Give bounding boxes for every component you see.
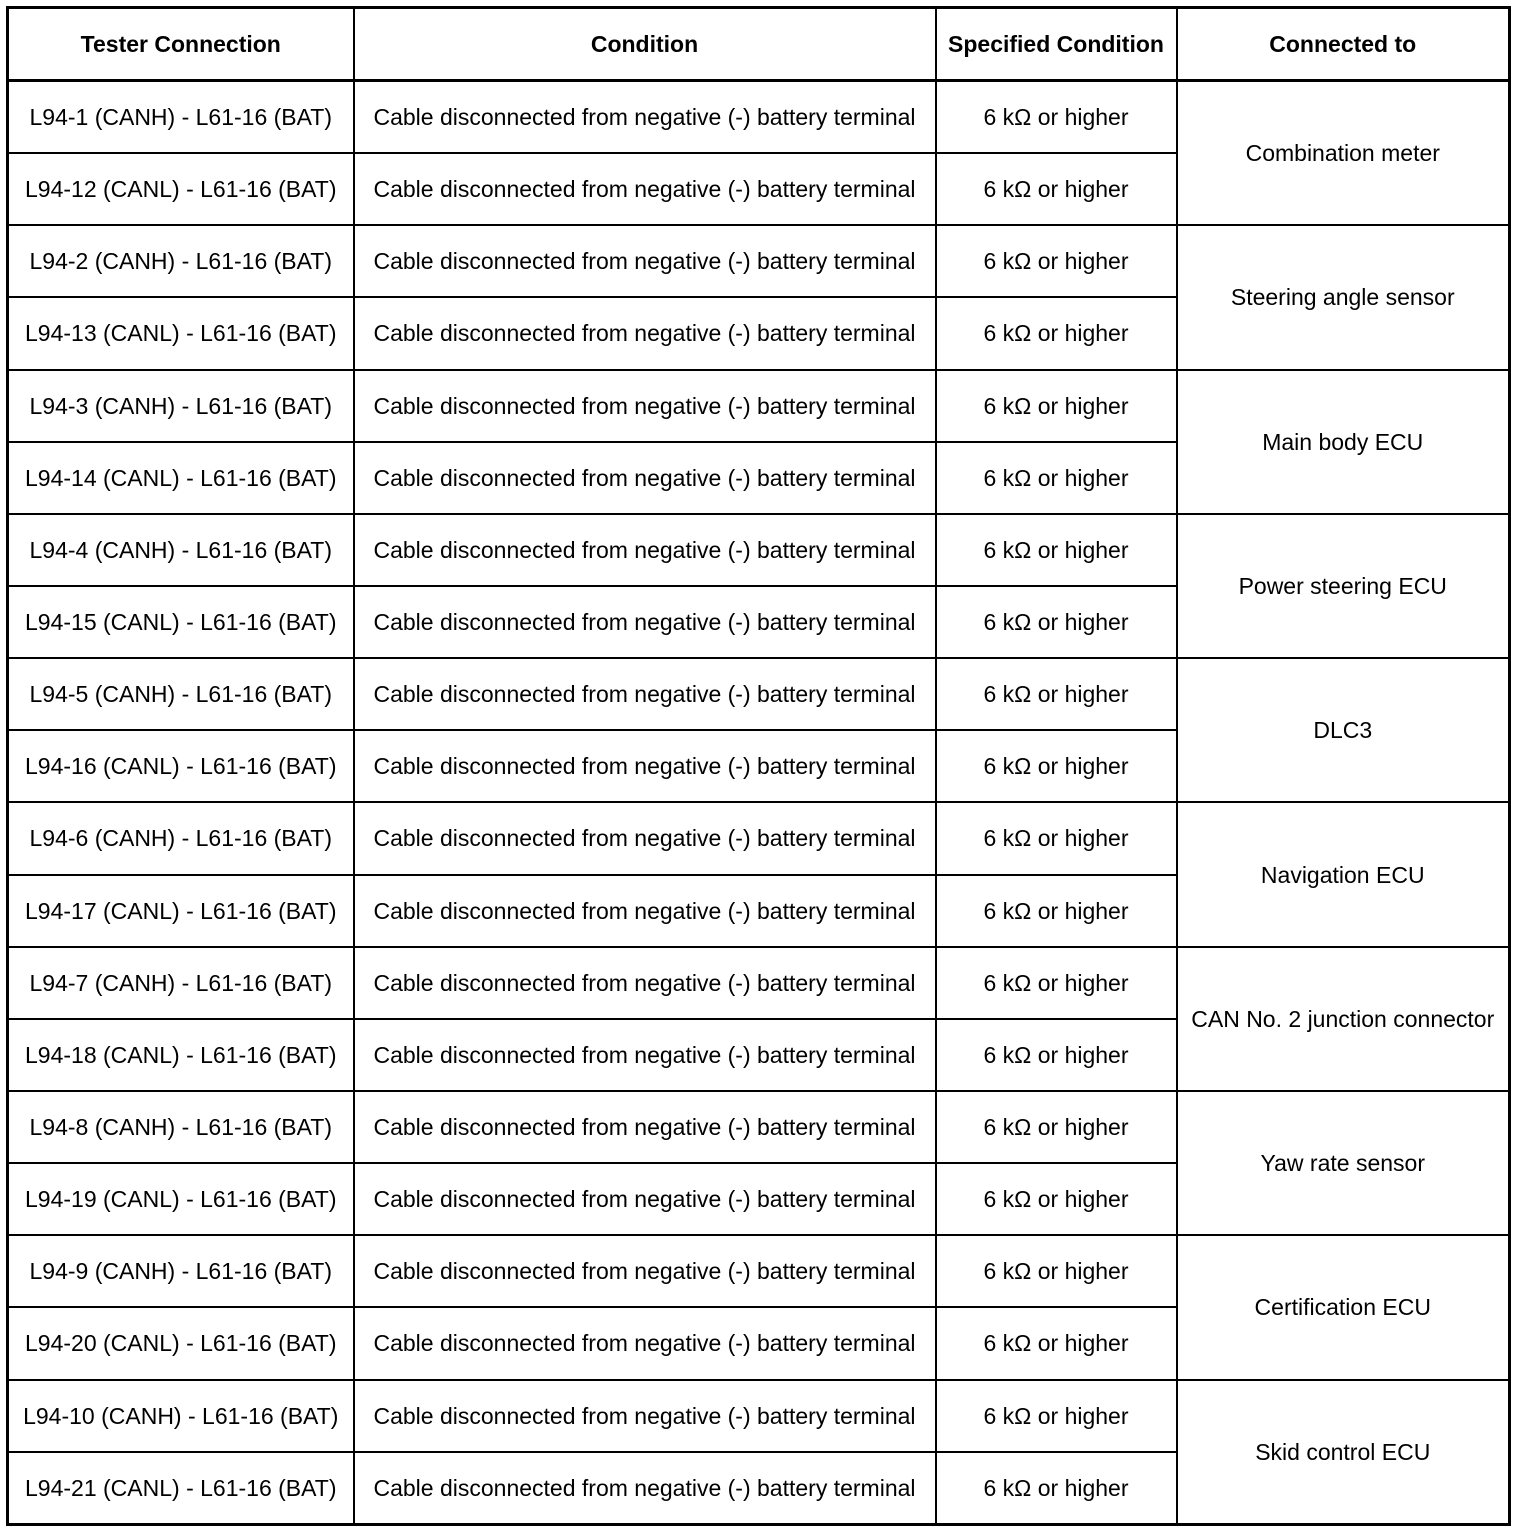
table-row	[8, 947, 1510, 1019]
condition-cell: Cable disconnected from negative (-) battery terminal	[354, 1235, 936, 1307]
tester-connection-cell: L94-12 (CANL) - L61-16 (BAT)	[8, 153, 354, 225]
tester-connection-cell: L94-1 (CANH) - L61-16 (BAT)	[8, 81, 354, 154]
header-connected-to: Connected to	[1177, 8, 1510, 81]
connected-to-cell: Power steering ECU	[1177, 514, 1510, 658]
tester-connection-cell: L94-2 (CANH) - L61-16 (BAT)	[8, 225, 354, 297]
table-row	[8, 1091, 1510, 1163]
specified-condition-cell: 6 kΩ or higher	[936, 1163, 1177, 1235]
tester-connection-cell: L94-9 (CANH) - L61-16 (BAT)	[8, 1235, 354, 1307]
condition-cell: Cable disconnected from negative (-) battery terminal	[354, 802, 936, 874]
table-row	[8, 1380, 1510, 1452]
condition-cell: Cable disconnected from negative (-) battery terminal	[354, 225, 936, 297]
condition-cell: Cable disconnected from negative (-) battery terminal	[354, 1019, 936, 1091]
tester-connection-cell: L94-13 (CANL) - L61-16 (BAT)	[8, 297, 354, 369]
condition-cell: Cable disconnected from negative (-) battery terminal	[354, 730, 936, 802]
connected-to-cell: Steering angle sensor	[1177, 225, 1510, 369]
table-row	[8, 802, 1510, 874]
header-specified-condition: Specified Condition	[936, 8, 1177, 81]
table-row	[8, 1235, 1510, 1307]
condition-cell: Cable disconnected from negative (-) battery terminal	[354, 1091, 936, 1163]
specified-condition-cell: 6 kΩ or higher	[936, 1091, 1177, 1163]
specified-condition-cell: 6 kΩ or higher	[936, 586, 1177, 658]
header-tester-connection: Tester Connection	[8, 8, 354, 81]
tester-connection-cell: L94-21 (CANL) - L61-16 (BAT)	[8, 1452, 354, 1525]
connected-to-cell: Combination meter	[1177, 81, 1510, 226]
specified-condition-cell: 6 kΩ or higher	[936, 1307, 1177, 1379]
header-row	[8, 8, 1510, 81]
specified-condition-cell: 6 kΩ or higher	[936, 1235, 1177, 1307]
tester-connection-cell: L94-8 (CANH) - L61-16 (BAT)	[8, 1091, 354, 1163]
tester-connection-cell: L94-4 (CANH) - L61-16 (BAT)	[8, 514, 354, 586]
condition-cell: Cable disconnected from negative (-) battery terminal	[354, 1452, 936, 1525]
condition-cell: Cable disconnected from negative (-) battery terminal	[354, 658, 936, 730]
condition-cell: Cable disconnected from negative (-) battery terminal	[354, 1380, 936, 1452]
specified-condition-cell: 6 kΩ or higher	[936, 297, 1177, 369]
tester-connection-cell: L94-19 (CANL) - L61-16 (BAT)	[8, 1163, 354, 1235]
connected-to-cell: Navigation ECU	[1177, 802, 1510, 946]
connected-to-cell: Main body ECU	[1177, 370, 1510, 514]
resistance-spec-table	[6, 6, 1511, 1526]
tester-connection-cell: L94-20 (CANL) - L61-16 (BAT)	[8, 1307, 354, 1379]
tester-connection-cell: L94-10 (CANH) - L61-16 (BAT)	[8, 1380, 354, 1452]
tester-connection-cell: L94-3 (CANH) - L61-16 (BAT)	[8, 370, 354, 442]
specified-condition-cell: 6 kΩ or higher	[936, 225, 1177, 297]
condition-cell: Cable disconnected from negative (-) battery terminal	[354, 514, 936, 586]
specified-condition-cell: 6 kΩ or higher	[936, 370, 1177, 442]
table-row	[8, 514, 1510, 586]
condition-cell: Cable disconnected from negative (-) battery terminal	[354, 875, 936, 947]
connected-to-cell: Skid control ECU	[1177, 1380, 1510, 1525]
specified-condition-cell: 6 kΩ or higher	[936, 658, 1177, 730]
condition-cell: Cable disconnected from negative (-) battery terminal	[354, 947, 936, 1019]
header-condition: Condition	[354, 8, 936, 81]
condition-cell: Cable disconnected from negative (-) battery terminal	[354, 442, 936, 514]
specified-condition-cell: 6 kΩ or higher	[936, 153, 1177, 225]
condition-cell: Cable disconnected from negative (-) battery terminal	[354, 81, 936, 154]
table-row	[8, 370, 1510, 442]
connected-to-cell: DLC3	[1177, 658, 1510, 802]
specified-condition-cell: 6 kΩ or higher	[936, 81, 1177, 154]
table-row	[8, 81, 1510, 154]
specified-condition-cell: 6 kΩ or higher	[936, 802, 1177, 874]
tester-connection-cell: L94-17 (CANL) - L61-16 (BAT)	[8, 875, 354, 947]
specified-condition-cell: 6 kΩ or higher	[936, 1019, 1177, 1091]
tester-connection-cell: L94-7 (CANH) - L61-16 (BAT)	[8, 947, 354, 1019]
table-body	[8, 81, 1510, 1525]
specified-condition-cell: 6 kΩ or higher	[936, 875, 1177, 947]
specified-condition-cell: 6 kΩ or higher	[936, 1380, 1177, 1452]
specified-condition-cell: 6 kΩ or higher	[936, 514, 1177, 586]
tester-connection-cell: L94-14 (CANL) - L61-16 (BAT)	[8, 442, 354, 514]
condition-cell: Cable disconnected from negative (-) battery terminal	[354, 153, 936, 225]
connected-to-cell: CAN No. 2 junction connector	[1177, 947, 1510, 1091]
tester-connection-cell: L94-16 (CANL) - L61-16 (BAT)	[8, 730, 354, 802]
tester-connection-cell: L94-18 (CANL) - L61-16 (BAT)	[8, 1019, 354, 1091]
specified-condition-cell: 6 kΩ or higher	[936, 730, 1177, 802]
connected-to-cell: Yaw rate sensor	[1177, 1091, 1510, 1235]
specified-condition-cell: 6 kΩ or higher	[936, 442, 1177, 514]
specified-condition-cell: 6 kΩ or higher	[936, 1452, 1177, 1525]
condition-cell: Cable disconnected from negative (-) battery terminal	[354, 370, 936, 442]
tester-connection-cell: L94-6 (CANH) - L61-16 (BAT)	[8, 802, 354, 874]
condition-cell: Cable disconnected from negative (-) battery terminal	[354, 297, 936, 369]
tester-connection-cell: L94-5 (CANH) - L61-16 (BAT)	[8, 658, 354, 730]
specified-condition-cell: 6 kΩ or higher	[936, 947, 1177, 1019]
tester-connection-cell: L94-15 (CANL) - L61-16 (BAT)	[8, 586, 354, 658]
condition-cell: Cable disconnected from negative (-) battery terminal	[354, 1163, 936, 1235]
table-row	[8, 658, 1510, 730]
connected-to-cell: Certification ECU	[1177, 1235, 1510, 1379]
condition-cell: Cable disconnected from negative (-) battery terminal	[354, 1307, 936, 1379]
condition-cell: Cable disconnected from negative (-) battery terminal	[354, 586, 936, 658]
table-row	[8, 225, 1510, 297]
